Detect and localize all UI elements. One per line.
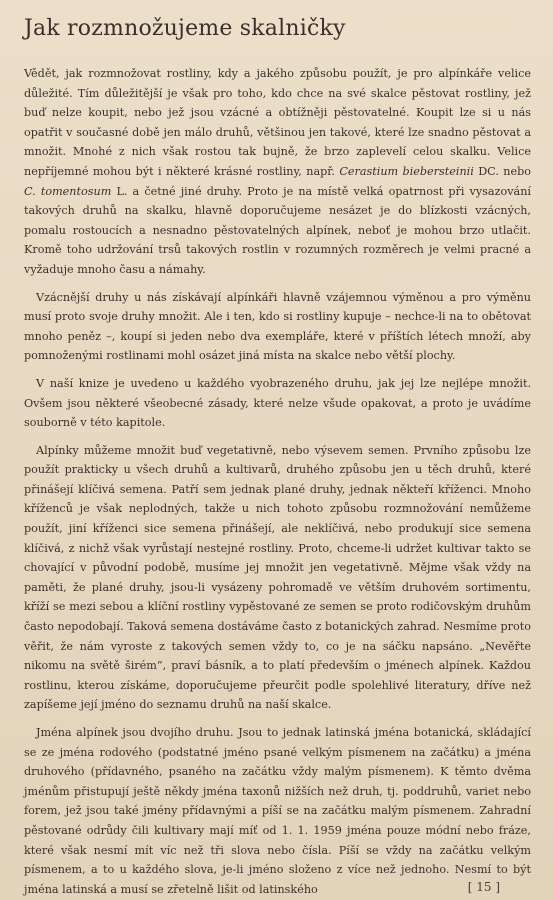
paragraph-intro-text-a: Vědět, jak rozmnožovat rostliny, kdy a jakého způsobu použít, je pro alpínkáře velice důležité. Tím důležitější je však pro toho, kdo chce na své skalce pěstovat rostliny, jež buď nelze koupit, nebo jež jsou vzácné a obtížněji pěstovatelné. Koupit lze si u nás opatřit v současné době jen málo druhů, většinou jen takové, které lze snadno pěstovat a množit. Mnohé z nich však rostou tak bujně, že brzo zaplevelí celou skalku. Velice nepříjemné mohou být i některé krásné rostliny, např. (24, 67, 531, 178)
paragraph-intro (24, 64, 531, 280)
paragraph-intro-text-c: L. a četné jiné druhy. Proto je na místě velká opatrnost při vysazování takových druhů na skalku, hlavně doporučujeme nesázet je do blízkosti vzácných, pomalu rostoucích a nesnadno pěstovatelných alpínek, neboť je mohou brzo utlačit. Kromě toho udržování trsů takových rostlin v rozumných rozměrech je velmi pracné a vyžaduje mnoho času a námahy. (24, 184, 531, 276)
paragraph-propagation (24, 441, 531, 715)
species-name-cerastium: Cerastium biebersteinii (339, 164, 474, 178)
paragraph-intro-text-b: DC. nebo (473, 164, 531, 178)
species-name-tomentosum: C. tomentosum (24, 184, 112, 198)
paragraph-book-note-text: V naší knize je uvedeno u každého vyobrazeného druhu, jak jej lze nejlépe množit. Ovšem jsou některé všeobecné zásady, které nelze všude opakovat, a proto je uvádíme souborně v této kapitole. (24, 376, 531, 430)
page-number: [ 15 ] (467, 880, 500, 894)
paragraph-names-text: Jména alpínek jsou dvojího druhu. Jsou to jednak latinská jména botanická, skládající se ze jména rodového (podstatné jméno psané velkým písmenem na začátku) a jména druhového (přídavného, psaného na začátku vždy malým písmenem). K těmto dvěma jménům přistupují ještě někdy jména taxonů nižších než druh, tj. poddruhů, variet nebo forem, jež jsou také jmény přídavnými a píší se na začátku malým písmenem. Zahradní pěstované odrůdy čili kultivary mají míť od 1. 1. 1959 jména pouze módní nebo fráze, které však nesmí mít víc než tři slova nebo čísla. Píší se vždy na začátku velkým písmenem, a to u každého slova, je-li jméno složeno z více než jednoho. Nesmí to být jména latinská a musí se zřetelně lišit od latinského (24, 726, 531, 896)
paragraph-names (24, 723, 531, 899)
paragraph-propagation-text: Alpínky můžeme množit buď vegetativně, nebo výsevem semen. Prvního způsobu lze použít prakticky u všech druhů a kultivarů, druhého způsobu jen u těch druhů, které přinášejí klíčivá semena. Patří sem jednak plané druhy, jednak někteří kříženci. Mnoho kříženců je však neplodných, takže u nich tohoto způsobu rozmnožování nemůžeme použít, jiní kříženci sice semena přinášejí, ale neklíčivá, nebo produkují sice semena klíčivá, z nichž však vyrůstají nestejné rostliny. Proto, chceme-li udržet kultivar takto se chovající v původní podobě, musíme jej množit jen vegetativně. Mějme však vždy na paměti, že plané druhy, jsou-li vysázeny pohromadě ve větším druhovém sortimentu, kříží se mezi sebou a klíční rostliny vypěstované ze semen se proto rodičovským druhům často nepodobají. Taková semena dostáváme často z botanických zahrad. Nesmíme proto věřit, že nám vyroste z takových semen vždy to, co je na sáčku napsáno. „Nevěřte nikomu na světě širém“, praví básník, a to platí především o jménech alpínek. Každou rostlinu, kterou získáme, doporučujeme přeurčit podle spolehlivé literatury, dříve než zapíšeme její jméno do seznamu druhů na naší skalce. (24, 443, 531, 712)
paragraph-book-note (24, 374, 531, 433)
chapter-heading: Jak rozmnožujeme skalničky (24, 16, 346, 41)
paragraph-exchange-text: Vzácnější druhy u nás získávají alpínkáři hlavně vzájemnou výměnou a pro výměnu musí proto svoje druhy množit. Ale i ten, kdo si rostliny kupuje – nechce-li na to obětovat mnoho peněz –, koupí si jeden nebo dva exempláře, které v příštích létech množí, aby pomnoženými rostlinami mohl osázet jiná místa na skalce nebo větší plochy. (24, 290, 531, 363)
paragraph-exchange (24, 288, 531, 366)
